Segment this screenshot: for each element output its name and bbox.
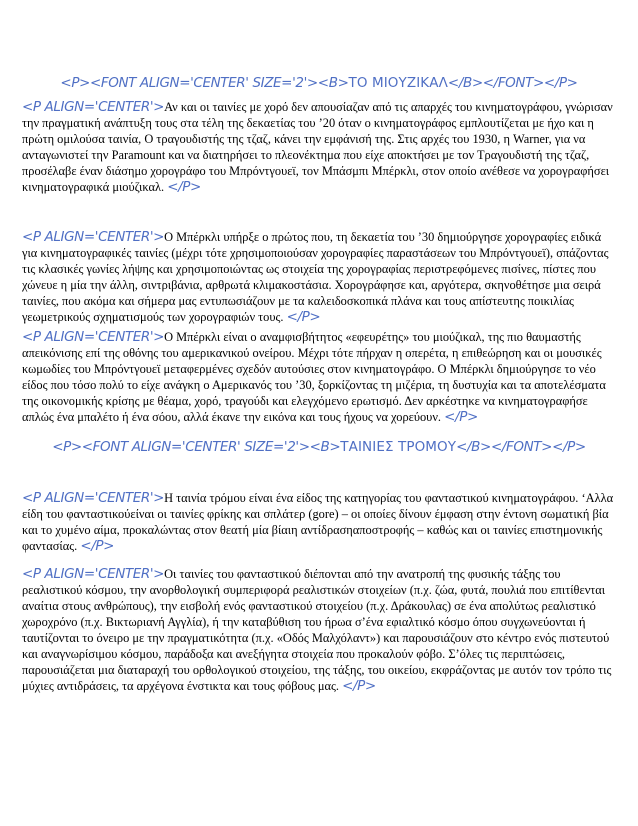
heading-open-tags: <P><FONT ALIGN='CENTER' SIZE='2'><B> <box>52 439 341 455</box>
paragraph-text: Η ταινία τρόμου είναι ένα είδος της κατηγορίας του φανταστικού κινηματογράφου. ‘Αλλα είδη του φανταστικούείναι οι ταινίες φρίκης και σπλάτερ (gore) – οι οποίες δίνουν έμφαση στην έντονη σωματική βία και το χυμένο αίμα, προκαλώντας στον θεατή μία βίαιη αντίδρασηαποστροφής – καθώς και οι ταινίες επιστημονικής φαντασίας. <box>22 491 614 553</box>
paragraph <box>22 490 616 554</box>
paragraph-open-tag: <P ALIGN='CENTER'> <box>22 566 165 582</box>
paragraph-open-tag: <P ALIGN='CENTER'> <box>22 99 165 115</box>
paragraph-open-tag: <P ALIGN='CENTER'> <box>22 229 165 245</box>
paragraph <box>22 566 616 694</box>
paragraph-text: Ο Μπέρκλι υπήρξε ο πρώτος που, τη δεκαετία του ’30 δημιούργησε χορογραφίες ειδικά για κινηματογραφικές ταινίες (μέχρι τότε χρησιμοποιούσαν χορογραφίες παραστάσεων του Μπρόντγουεϊ), σπάζοντας τις κλασικές γωνίες λήψης και χρησιμοποιώντας ως στοιχεία της χορογραφίας περιστρεφόμενες πισίνες, πίστες που χώνευε η μία την άλλη, σιντριβάνια, αρθρωτά κλιμακοστάσια. Χορογράφησε και, αργότερα, σκηνοθέτησε μια σειρά ταινίες, που ακόμα και σήμερα μας εντυπωσιάζουν με τα καλειδοσκοπικά πλάνα και τους απίστευτης ποικιλίας γεωμετρικούς σχηματισμούς των χορογραφιών τους. <box>22 230 609 324</box>
section-heading-musical <box>24 74 614 92</box>
heading-title: ΤΟ ΜΙΟΥΖΙΚΑΛ <box>348 75 448 91</box>
paragraph-open-tag: <P ALIGN='CENTER'> <box>22 329 165 345</box>
paragraph-text: Ο Μπέρκλι είναι ο αναμφισβήτητος «εφευρέτης» του μιούζικαλ, της πιο θαυμαστής απεικόνισης επί της οθόνης του αμερικανικού ονείρου. Μέχρι τότε πήρχαν η οπερέτα, η επιθεώρηση και οι μουσικές κωμωδίες του Μπρόντγουεϊ μεταφερμένες σχεδόν αυτούσιες στον κινηματογράφο. Ο Μπέρκλι δημιούργησε το νέο είδος που τόσο πολύ το είχε ανάγκη ο Αμερικανός του ’30, ξορκίζοντας τη μιζέρια, τη δυστυχία και τα αποτελέσματα της οικονομικής κρίσης με θέαμα, χορό, τραγούδι και ελεγχόμενο ερωτισμό. Δεν αρκέστηκε να κινηματογραφήσε απλώς ένα μπαλέτο ή ένα σόου, αλλά έκανε την εικόνα και τους ήχους να χορεύουν. <box>22 330 606 424</box>
paragraph-close-tag: </P> <box>342 678 376 694</box>
paragraph-close-tag: </P> <box>286 309 321 325</box>
heading-title: ΤΑΙΝΙΕΣ ΤΡΟΜΟΥ <box>340 439 457 455</box>
heading-open-tags: <P><FONT ALIGN='CENTER' SIZE='2'><B> <box>60 75 349 91</box>
section-heading-horror <box>24 438 614 456</box>
paragraph-open-tag: <P ALIGN='CENTER'> <box>22 490 165 506</box>
paragraph <box>22 329 616 425</box>
paragraph-close-tag: </P> <box>80 538 115 554</box>
heading-close-tags: </B></FONT></P> <box>447 75 578 91</box>
paragraph <box>22 99 616 195</box>
heading-close-tags: </B></FONT></P> <box>456 439 586 455</box>
paragraph-text: Αν και οι ταινίες με χορό δεν απουσίαζαν από τις απαρχές του κινηματογράφου, γνώρισαν την πραγματική ανάπτυξη τους στα τέλη της δεκαετίας του ’20 όταν ο κινηματογράφος εμπλουτίζεται με ήχο και η πρώτη ομιλούσα ταινία, Ο τραγουδιστής της τζαζ, κάνει την εμφάνισή της. Στις αρχές του 1930, η Warner, για να ανταγωνιστεί την Paramount και να διατηρήσει το πλεονέκτημα που είχε αποκτήσει με τον Τραγουδιστή της τζαζ, προσέλαβε έναν διάσημο χορογράφο του Μπρόντγουεϊ, τον Μπάσμπι Μπέρκλι, στον οποίο ανέθεσε να χορογραφήσει κινηματογραφικά μιούζικαλ. <box>22 100 613 194</box>
paragraph <box>22 229 616 325</box>
paragraph-text: Οι ταινίες του φανταστικού διέπονται από την ανατροπή της φυσικής τάξης του ρεαλιστικού κόσμου, την ανορθολογική συμπεριφορά ρεαλιστικών στοιχείων (π.χ. ζώα, φυτά, πουλιά που επιτίθενται αναίτια στους ανθρώπους), την εισβολή ενός φανταστικού στοιχείου (π.χ. Δράκουλας) σε ένα απολύτως ρεαλιστικό χωροχρόνο (π.χ. Βικτωριανή Αγγλία), ή την καταβύθιση του ήρωα σ’ένα εφιαλτικό κόσμο όπου συγχωνεύονται ή ταυτίζονται το όνειρο με την πραγματικότητα (π.χ. «Οδός Μαλχόλαντ») και παρουσιάζουν στο κέντρο ενός πιστευτού και αναγνωρίσιμου κόσμου, παράδοξα και ανεξήγητα στοιχεία που προκαλούν φόβο. Σ’όλες τις περιπτώσεις, παρουσιάζεται μια διαταραχή του ορθολογικού στοιχείου, της τάξης, του οικείου, εκφράζοντας με αυτόν τον τρόπο τις μύχιες αντιδράσεις, τα αρχέγονα ένστικτα και τους φόβους μας. <box>22 567 612 693</box>
paragraph-close-tag: </P> <box>444 409 478 425</box>
paragraph-close-tag: </P> <box>167 179 201 195</box>
